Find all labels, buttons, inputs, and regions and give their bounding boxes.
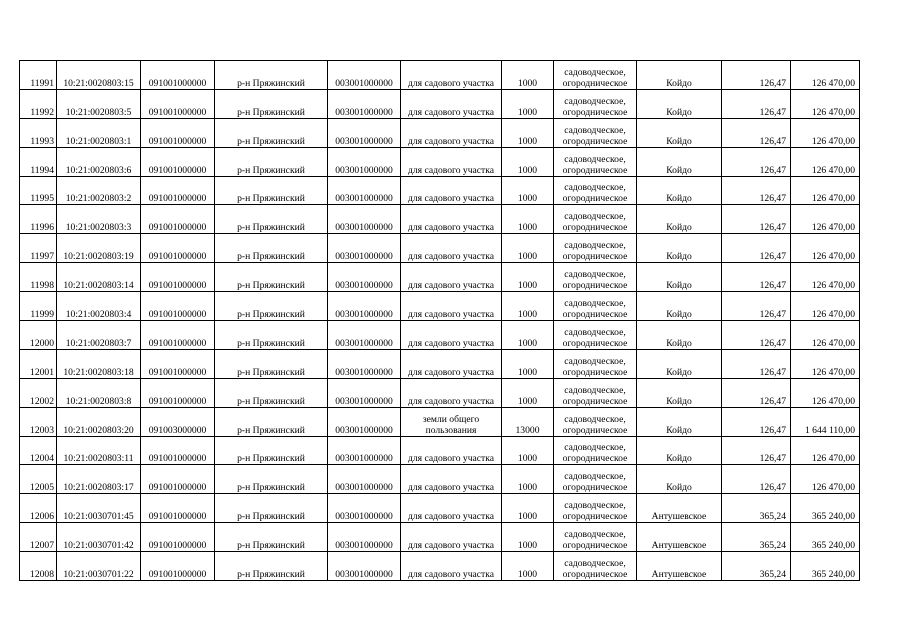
permitted-use-cell: для садового участка (401, 349, 502, 378)
permitted-use-cell: для садового участка (401, 176, 502, 205)
settlement-cell: Койдо (637, 378, 722, 407)
category-cell: садоводческое, огородническое (554, 523, 637, 552)
table-row (20, 292, 860, 321)
classifier-code-cell: 003001000000 (328, 234, 401, 263)
okato-code-cell: 091001000000 (141, 321, 215, 350)
okato-code-cell: 091001000000 (141, 89, 215, 118)
row-number-cell: 12000 (20, 321, 57, 350)
okato-code-cell: 091001000000 (141, 465, 215, 494)
category-cell: садоводческое, огородническое (554, 147, 637, 176)
specific-value-cell: 126,47 (722, 147, 791, 176)
permitted-use-cell: для садового участка (401, 118, 502, 147)
cadastral-value-cell: 126 470,00 (791, 465, 860, 494)
specific-value-cell: 126,47 (722, 292, 791, 321)
settlement-cell: Койдо (637, 234, 722, 263)
row-number-cell: 12004 (20, 436, 57, 465)
category-cell: садоводческое, огородническое (554, 407, 637, 436)
row-number-cell: 11997 (20, 234, 57, 263)
table-row (20, 349, 860, 378)
classifier-code-cell: 003001000000 (328, 349, 401, 378)
settlement-cell: Антушевское (637, 552, 722, 581)
table-row (20, 407, 860, 436)
table-body (20, 61, 860, 581)
specific-value-cell: 126,47 (722, 234, 791, 263)
row-number-cell: 11999 (20, 292, 57, 321)
settlement-cell: Койдо (637, 263, 722, 292)
okato-code-cell: 091001000000 (141, 378, 215, 407)
specific-value-cell: 126,47 (722, 465, 791, 494)
district-cell: р-н Пряжинский (215, 378, 328, 407)
category-cell: садоводческое, огородническое (554, 118, 637, 147)
specific-value-cell: 365,24 (722, 552, 791, 581)
district-cell: р-н Пряжинский (215, 89, 328, 118)
settlement-cell: Койдо (637, 407, 722, 436)
cadastral-number-cell: 10:21:0020803:11 (57, 436, 141, 465)
settlement-cell: Койдо (637, 176, 722, 205)
okato-code-cell: 091001000000 (141, 349, 215, 378)
specific-value-cell: 365,24 (722, 494, 791, 523)
okato-code-cell: 091003000000 (141, 407, 215, 436)
cadastral-number-cell: 10:21:0020803:6 (57, 147, 141, 176)
cadastral-value-cell: 1 644 110,00 (791, 407, 860, 436)
table-row (20, 263, 860, 292)
cadastral-number-cell: 10:21:0020803:5 (57, 89, 141, 118)
cadastral-number-cell: 10:21:0020803:19 (57, 234, 141, 263)
cadastral-value-cell: 126 470,00 (791, 349, 860, 378)
specific-value-cell: 126,47 (722, 407, 791, 436)
cadastral-value-cell: 126 470,00 (791, 436, 860, 465)
okato-code-cell: 091001000000 (141, 234, 215, 263)
classifier-code-cell: 003001000000 (328, 61, 401, 90)
classifier-code-cell: 003001000000 (328, 407, 401, 436)
permitted-use-cell: земли общего пользования (401, 407, 502, 436)
permitted-use-cell: для садового участка (401, 205, 502, 234)
specific-value-cell: 126,47 (722, 118, 791, 147)
area-cell: 1000 (502, 494, 554, 523)
settlement-cell: Койдо (637, 292, 722, 321)
specific-value-cell: 126,47 (722, 321, 791, 350)
district-cell: р-н Пряжинский (215, 118, 328, 147)
category-cell: садоводческое, огородническое (554, 494, 637, 523)
table-row (20, 118, 860, 147)
table-row (20, 494, 860, 523)
specific-value-cell: 365,24 (722, 523, 791, 552)
district-cell: р-н Пряжинский (215, 292, 328, 321)
cadastral-value-cell: 126 470,00 (791, 205, 860, 234)
category-cell: садоводческое, огородническое (554, 176, 637, 205)
settlement-cell: Койдо (637, 147, 722, 176)
cadastral-number-cell: 10:21:0030701:42 (57, 523, 141, 552)
cadastral-number-cell: 10:21:0020803:7 (57, 321, 141, 350)
cadastral-number-cell: 10:21:0020803:2 (57, 176, 141, 205)
district-cell: р-н Пряжинский (215, 523, 328, 552)
row-number-cell: 11991 (20, 61, 57, 90)
settlement-cell: Антушевское (637, 523, 722, 552)
cadastral-value-cell: 365 240,00 (791, 494, 860, 523)
table-row (20, 465, 860, 494)
area-cell: 1000 (502, 465, 554, 494)
permitted-use-cell: для садового участка (401, 552, 502, 581)
category-cell: садоводческое, огородническое (554, 234, 637, 263)
cadastral-value-cell: 126 470,00 (791, 147, 860, 176)
row-number-cell: 11998 (20, 263, 57, 292)
settlement-cell: Койдо (637, 89, 722, 118)
cadastral-value-cell: 126 470,00 (791, 61, 860, 90)
cadastral-number-cell: 10:21:0030701:22 (57, 552, 141, 581)
cadastral-value-cell: 126 470,00 (791, 378, 860, 407)
cadastral-value-cell: 365 240,00 (791, 523, 860, 552)
settlement-cell: Койдо (637, 349, 722, 378)
table-row (20, 234, 860, 263)
category-cell: садоводческое, огородническое (554, 321, 637, 350)
cadastral-number-cell: 10:21:0020803:20 (57, 407, 141, 436)
permitted-use-cell: для садового участка (401, 61, 502, 90)
settlement-cell: Койдо (637, 465, 722, 494)
permitted-use-cell: для садового участка (401, 523, 502, 552)
cadastral-number-cell: 10:21:0020803:4 (57, 292, 141, 321)
okato-code-cell: 091001000000 (141, 263, 215, 292)
cadastral-number-cell: 10:21:0030701:45 (57, 494, 141, 523)
category-cell: садоводческое, огородническое (554, 205, 637, 234)
cadastral-number-cell: 10:21:0020803:17 (57, 465, 141, 494)
land-registry-table (19, 60, 860, 581)
permitted-use-cell: для садового участка (401, 436, 502, 465)
area-cell: 13000 (502, 407, 554, 436)
district-cell: р-н Пряжинский (215, 205, 328, 234)
row-number-cell: 11994 (20, 147, 57, 176)
area-cell: 1000 (502, 378, 554, 407)
cadastral-number-cell: 10:21:0020803:18 (57, 349, 141, 378)
table-row (20, 61, 860, 90)
area-cell: 1000 (502, 436, 554, 465)
cadastral-value-cell: 126 470,00 (791, 89, 860, 118)
specific-value-cell: 126,47 (722, 61, 791, 90)
classifier-code-cell: 003001000000 (328, 147, 401, 176)
district-cell: р-н Пряжинский (215, 436, 328, 465)
row-number-cell: 11992 (20, 89, 57, 118)
classifier-code-cell: 003001000000 (328, 321, 401, 350)
district-cell: р-н Пряжинский (215, 61, 328, 90)
category-cell: садоводческое, огородническое (554, 349, 637, 378)
specific-value-cell: 126,47 (722, 89, 791, 118)
cadastral-value-cell: 126 470,00 (791, 176, 860, 205)
row-number-cell: 12001 (20, 349, 57, 378)
okato-code-cell: 091001000000 (141, 118, 215, 147)
district-cell: р-н Пряжинский (215, 494, 328, 523)
area-cell: 1000 (502, 61, 554, 90)
district-cell: р-н Пряжинский (215, 234, 328, 263)
settlement-cell: Койдо (637, 118, 722, 147)
category-cell: садоводческое, огородническое (554, 61, 637, 90)
row-number-cell: 11996 (20, 205, 57, 234)
classifier-code-cell: 003001000000 (328, 205, 401, 234)
okato-code-cell: 091001000000 (141, 523, 215, 552)
category-cell: садоводческое, огородническое (554, 465, 637, 494)
district-cell: р-н Пряжинский (215, 465, 328, 494)
classifier-code-cell: 003001000000 (328, 263, 401, 292)
district-cell: р-н Пряжинский (215, 263, 328, 292)
permitted-use-cell: для садового участка (401, 378, 502, 407)
table-row (20, 89, 860, 118)
cadastral-number-cell: 10:21:0020803:14 (57, 263, 141, 292)
row-number-cell: 12007 (20, 523, 57, 552)
area-cell: 1000 (502, 263, 554, 292)
category-cell: садоводческое, огородническое (554, 378, 637, 407)
category-cell: садоводческое, огородническое (554, 292, 637, 321)
table-row (20, 523, 860, 552)
classifier-code-cell: 003001000000 (328, 176, 401, 205)
district-cell: р-н Пряжинский (215, 147, 328, 176)
cadastral-value-cell: 126 470,00 (791, 118, 860, 147)
cadastral-number-cell: 10:21:0020803:1 (57, 118, 141, 147)
row-number-cell: 12008 (20, 552, 57, 581)
settlement-cell: Койдо (637, 61, 722, 90)
classifier-code-cell: 003001000000 (328, 89, 401, 118)
category-cell: садоводческое, огородническое (554, 552, 637, 581)
table-row (20, 321, 860, 350)
cadastral-number-cell: 10:21:0020803:3 (57, 205, 141, 234)
okato-code-cell: 091001000000 (141, 147, 215, 176)
cadastral-value-cell: 126 470,00 (791, 263, 860, 292)
table-row (20, 436, 860, 465)
specific-value-cell: 126,47 (722, 436, 791, 465)
classifier-code-cell: 003001000000 (328, 465, 401, 494)
cadastral-value-cell: 365 240,00 (791, 552, 860, 581)
table-row (20, 176, 860, 205)
settlement-cell: Койдо (637, 321, 722, 350)
classifier-code-cell: 003001000000 (328, 552, 401, 581)
cadastral-number-cell: 10:21:0020803:8 (57, 378, 141, 407)
classifier-code-cell: 003001000000 (328, 494, 401, 523)
permitted-use-cell: для садового участка (401, 292, 502, 321)
okato-code-cell: 091001000000 (141, 494, 215, 523)
permitted-use-cell: для садового участка (401, 494, 502, 523)
area-cell: 1000 (502, 118, 554, 147)
category-cell: садоводческое, огородническое (554, 89, 637, 118)
area-cell: 1000 (502, 349, 554, 378)
settlement-cell: Койдо (637, 436, 722, 465)
okato-code-cell: 091001000000 (141, 436, 215, 465)
permitted-use-cell: для садового участка (401, 263, 502, 292)
category-cell: садоводческое, огородническое (554, 263, 637, 292)
table-row (20, 147, 860, 176)
permitted-use-cell: для садового участка (401, 234, 502, 263)
area-cell: 1000 (502, 552, 554, 581)
table-row (20, 378, 860, 407)
cadastral-value-cell: 126 470,00 (791, 234, 860, 263)
district-cell: р-н Пряжинский (215, 176, 328, 205)
permitted-use-cell: для садового участка (401, 465, 502, 494)
row-number-cell: 12003 (20, 407, 57, 436)
settlement-cell: Койдо (637, 205, 722, 234)
area-cell: 1000 (502, 147, 554, 176)
cadastral-value-cell: 126 470,00 (791, 321, 860, 350)
permitted-use-cell: для садового участка (401, 147, 502, 176)
district-cell: р-н Пряжинский (215, 321, 328, 350)
area-cell: 1000 (502, 205, 554, 234)
row-number-cell: 12005 (20, 465, 57, 494)
okato-code-cell: 091001000000 (141, 61, 215, 90)
specific-value-cell: 126,47 (722, 205, 791, 234)
district-cell: р-н Пряжинский (215, 552, 328, 581)
table-row (20, 205, 860, 234)
specific-value-cell: 126,47 (722, 349, 791, 378)
permitted-use-cell: для садового участка (401, 321, 502, 350)
area-cell: 1000 (502, 321, 554, 350)
cadastral-value-cell: 126 470,00 (791, 292, 860, 321)
row-number-cell: 11995 (20, 176, 57, 205)
classifier-code-cell: 003001000000 (328, 436, 401, 465)
row-number-cell: 11993 (20, 118, 57, 147)
category-cell: садоводческое, огородническое (554, 436, 637, 465)
classifier-code-cell: 003001000000 (328, 292, 401, 321)
area-cell: 1000 (502, 176, 554, 205)
okato-code-cell: 091001000000 (141, 292, 215, 321)
district-cell: р-н Пряжинский (215, 407, 328, 436)
area-cell: 1000 (502, 234, 554, 263)
area-cell: 1000 (502, 292, 554, 321)
classifier-code-cell: 003001000000 (328, 118, 401, 147)
row-number-cell: 12006 (20, 494, 57, 523)
classifier-code-cell: 003001000000 (328, 523, 401, 552)
area-cell: 1000 (502, 89, 554, 118)
specific-value-cell: 126,47 (722, 176, 791, 205)
table-row (20, 552, 860, 581)
row-number-cell: 12002 (20, 378, 57, 407)
okato-code-cell: 091001000000 (141, 552, 215, 581)
permitted-use-cell: для садового участка (401, 89, 502, 118)
okato-code-cell: 091001000000 (141, 176, 215, 205)
specific-value-cell: 126,47 (722, 378, 791, 407)
classifier-code-cell: 003001000000 (328, 378, 401, 407)
settlement-cell: Антушевское (637, 494, 722, 523)
okato-code-cell: 091001000000 (141, 205, 215, 234)
area-cell: 1000 (502, 523, 554, 552)
specific-value-cell: 126,47 (722, 263, 791, 292)
cadastral-number-cell: 10:21:0020803:15 (57, 61, 141, 90)
district-cell: р-н Пряжинский (215, 349, 328, 378)
